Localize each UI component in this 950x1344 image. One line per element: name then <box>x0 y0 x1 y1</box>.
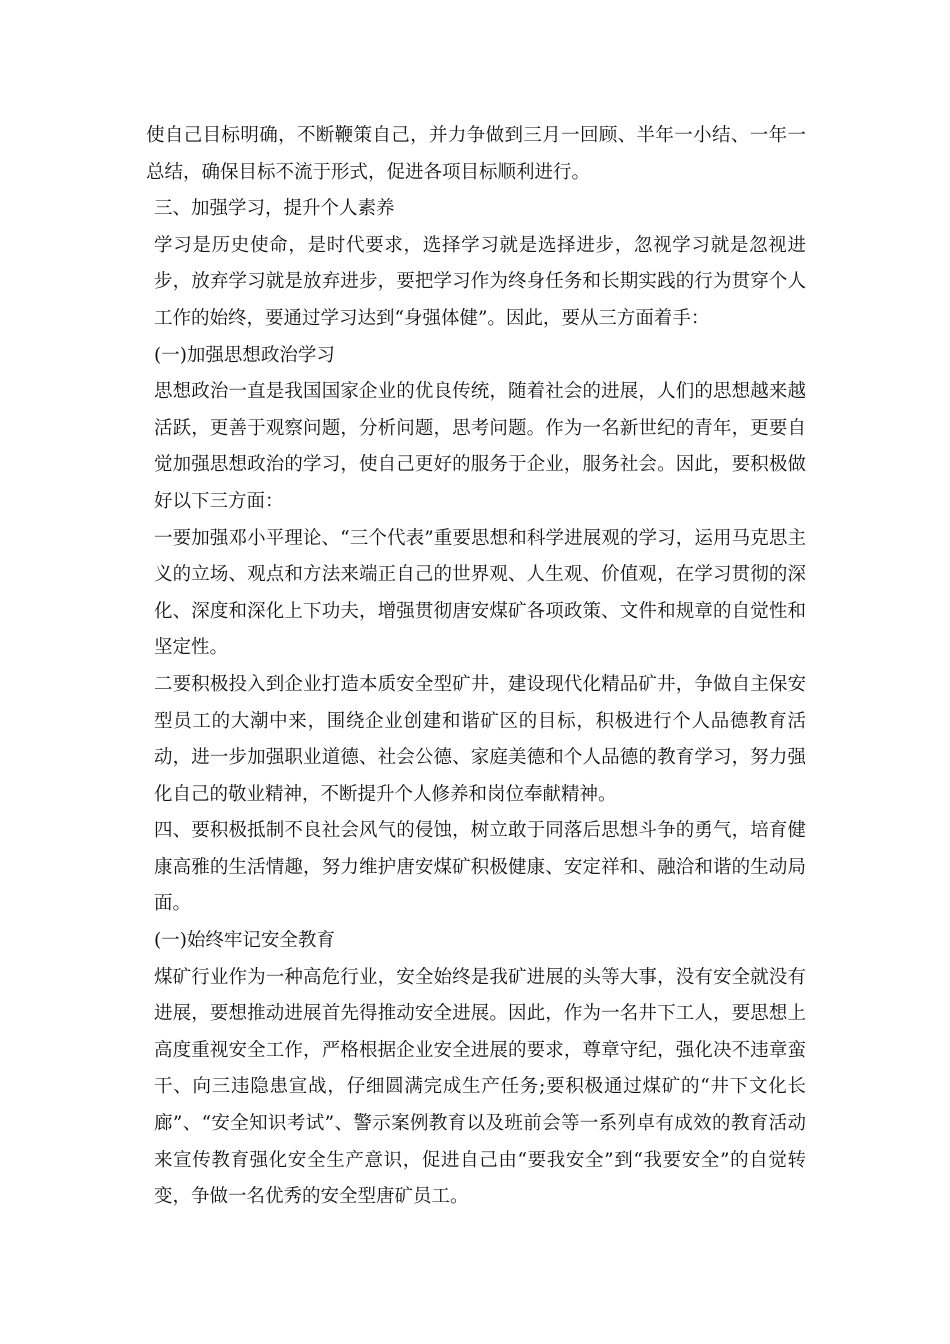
paragraph-safety-education: 煤矿行业作为一种高危行业，安全始终是我矿进展的头等大事，没有安全就没有进展，要想推动进展首先得推动安全进展。因此，作为一名井下工人，要思想上高度重视安全工作，严格根据企业安全进展的要求，尊章守纪，强化决不违章蛮干、向三违隐患宣战，仔细圆满完成生产任务;要积极通过煤矿的“井下文化长廊”、“安全知识考试”、警示案例教育以及班前会等一系列卓有成效的教育活动来宣传教育强化安全生产意识，促进自己由“要我安全”到“我要安全”的自觉转变，争做一名优秀的安全型唐矿员工。 <box>154 966 806 1208</box>
subheading-safety-education: (一)始终牢记安全教育 <box>154 930 335 952</box>
paragraph-learning: 学习是历史使命，是时代要求，选择学习就是选择进步，忽视学习就是忽视进步，放弃学习就是放弃进步，要把学习作为终身任务和长期实践的行为贯穿个人工作的始终，要通过学习达到“身强体健”。因此，要从三方面着手： <box>154 234 806 329</box>
document-body <box>146 118 806 1216</box>
paragraph-continuation: 使自己目标明确，不断鞭策自己，并力争做到三月一回顾、半年一小结、一年一总结，确保目标不流于形式，促进各项目标顺利进行。 <box>146 125 806 183</box>
section-heading-learning: 三、加强学习，提升个人素养 <box>154 198 395 220</box>
paragraph-point-two: 二要积极投入到企业打造本质安全型矿井，建设现代化精品矿井，争做自主保安型员工的大潮中来，围绕企业创建和谐矿区的目标，积极进行个人品德教育活动，进一步加强职业道德、社会公德、家庭美德和个人品德的教育学习，努力强化自己的敬业精神，不断提升个人修养和岗位奉献精神。 <box>154 673 806 805</box>
paragraph-point-one: 一要加强邓小平理论、“三个代表”重要思想和科学进展观的学习，运用马克思主义的立场、观点和方法来端正自己的世界观、人生观、价值观，在学习贯彻的深化、深度和深化上下功夫，增强贯彻唐安煤矿各项政策、文件和规章的自觉性和坚定性。 <box>154 527 806 659</box>
paragraph-point-four: 四、要积极抵制不良社会风气的侵蚀，树立敢于同落后思想斗争的勇气，培育健康高雅的生活情趣，努力维护唐安煤矿积极健康、安定祥和、融洽和谐的生动局面。 <box>154 820 806 915</box>
subheading-political-study: (一)加强思想政治学习 <box>154 344 335 366</box>
paragraph-political-study: 思想政治一直是我国国家企业的优良传统，随着社会的进展，人们的思想越来越活跃，更善于观察问题，分析问题，思考问题。作为一名新世纪的青年，更要自觉加强思想政治的学习，使自己更好的服务于企业，服务社会。因此，要积极做好以下三方面： <box>154 381 806 512</box>
